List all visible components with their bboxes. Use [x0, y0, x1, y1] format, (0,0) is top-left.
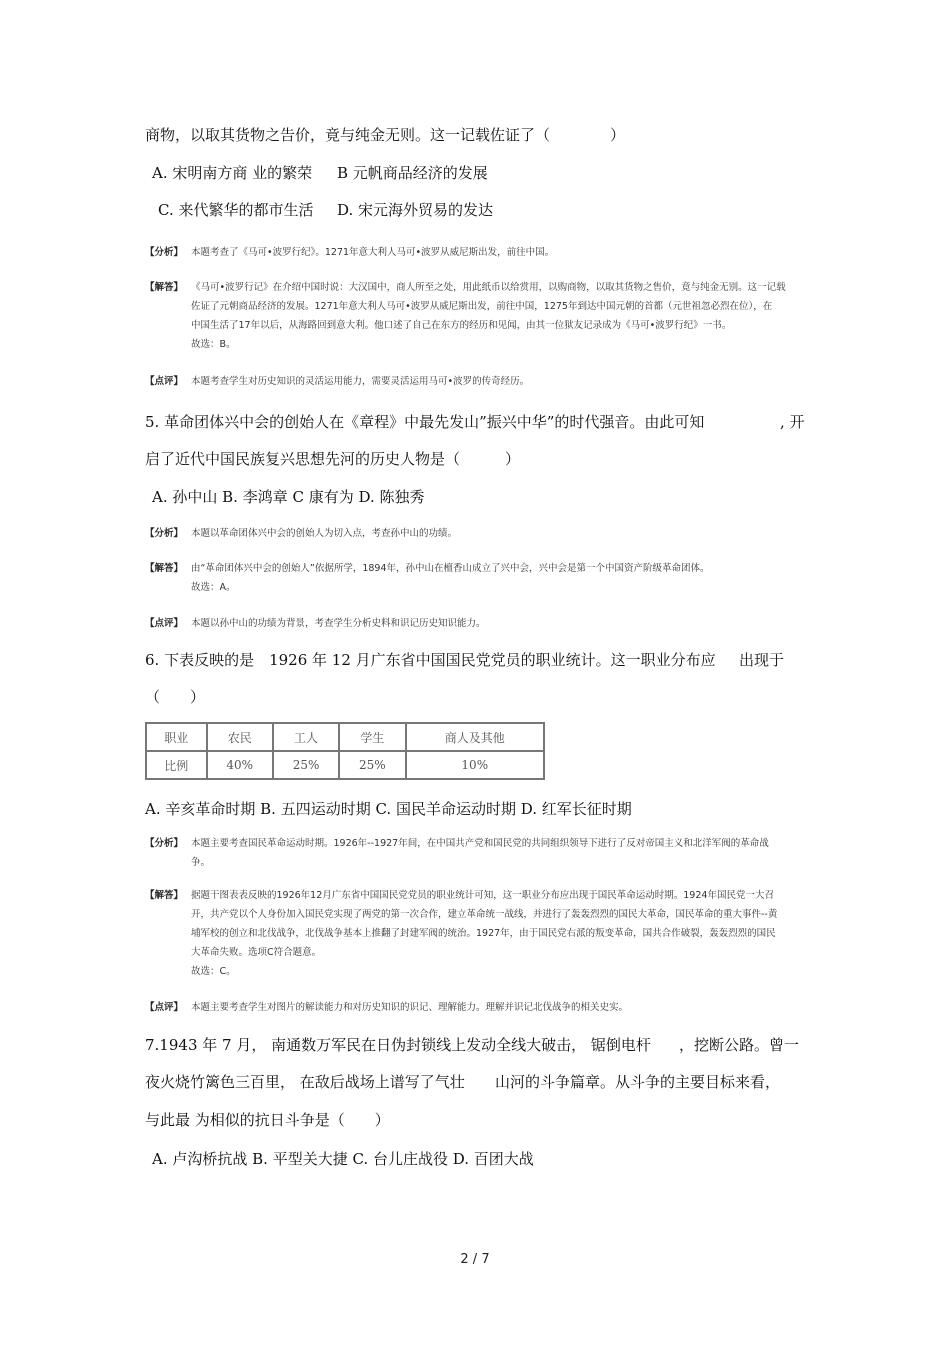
q4-option-b: B 元帆商品经济的发展: [337, 164, 488, 182]
answer-text: [191, 278, 851, 354]
analysis-text: [191, 834, 851, 872]
table-cell: 10%: [406, 751, 544, 779]
q7-stem-1b: ，挖断公路。曾一: [679, 1036, 800, 1054]
q7-stem-2: 夜火烧竹篱色三百里， 在敌后战场上谱写了气壮: [145, 1073, 465, 1091]
table-header-row: [146, 723, 544, 751]
comment-text: 本题以孙中山的功绩为背景，考查学生分析史料和识记历史知识能力。: [191, 618, 486, 629]
answer-line: 《马可•波罗行记》在介绍中国时说：大汉国中，商人所至之处，用此纸币以给赏用，以购商物，以取其货物之售价，竟与纯金无别。这一记载: [191, 282, 786, 293]
q7-options: A. 卢沟桥抗战 B. 平型关大捷 C. 台儿庄战役 D. 百团大战: [152, 1150, 534, 1168]
page-number: 2 / 7: [460, 1252, 490, 1267]
q4-option-d: D. 宋元海外贸易的发达: [337, 201, 494, 219]
q6-answer: [145, 886, 845, 977]
table-header-cell: 工人: [273, 723, 339, 751]
analysis-tag: 【分析】: [145, 247, 184, 258]
comment-tag: 【点评】: [145, 376, 184, 387]
q6-options: A. 辛亥革命时期 B. 五四运动时期 C. 国民羊命运动时期 D. 红军长征时期: [145, 800, 632, 818]
analysis-text: 本题以革命团体兴中会的创始人为切入点，考查孙中山的功绩。: [191, 528, 458, 539]
analysis-line: 本题主要考查国民革命运动时期。1926年--1927年间，在中国共产党和国民党的共同组织领导下进行了反对帝国主义和北洋军阀的革命战: [191, 838, 769, 849]
comment-tag: 【点评】: [145, 1002, 184, 1013]
q5-stem-2: 启了近代中国民族复兴思想先河的历史人物是（ ）: [145, 450, 521, 468]
q4-comment: [145, 372, 845, 391]
occupation-table: [145, 722, 547, 782]
answer-line: 由“革命团体兴中会的创始人”依据所学，1894年，孙中山在檀香山成立了兴中会，兴中会是第一个中国资产阶级革命团体。: [191, 563, 710, 574]
table-cell: 40%: [207, 751, 273, 779]
q6-stem-2: （ ）: [145, 688, 206, 706]
q4-option-c: C. 来代繁华的都市生活: [158, 201, 314, 219]
answer-line: 佐证了元朝商品经济的发展。1271年意大利人马可•波罗从威尼斯出发，前往中国，1275年到达中国元朝的首都（元世祖忽必烈在位），在: [191, 301, 773, 312]
answer-line: 据题干图表表反映的1926年12月广东省中国国民党党员的职业统计可知，这一职业分布应出现于国民革命运动时期。1924年国民党一大召: [191, 890, 774, 901]
analysis-tag: 【分析】: [145, 528, 184, 539]
q5-stem-1: 5. 革命团体兴中会的创始人在《章程》中最先发山”振兴中华”的时代强音。由此可知: [145, 413, 705, 431]
table-header-cell: 学生: [339, 723, 405, 751]
q6-stem-1b: 出现于: [739, 651, 785, 669]
answer-line: 开，共产党以个人身份加入国民党实现了两党的第一次合作，建立革命统一战线，并进行了轰轰烈烈的国民大革命，国民革命的重大事件--黄: [191, 909, 778, 920]
q5-answer: [145, 559, 845, 593]
q5-options: A. 孙中山 B. 李鸿章 C 康有为 D. 陈独秀: [152, 488, 425, 506]
q4-stem: 商物，以取其货物之告价，竟与纯金无则。这一记载佐证了（ ）: [145, 126, 626, 144]
q5-stem-1b: , 开: [780, 413, 805, 431]
table-row-label: 比例: [146, 751, 207, 779]
analysis-text: 本题考查了《马可•波罗行纪》。1271年意大利人马可•波罗从威尼斯出发，前往中国。: [191, 247, 555, 258]
answer-tag: 【解答】: [145, 282, 184, 293]
q6-stem-1: 6. 下表反映的是 1926 年 12 月广东省中国国民党党员的职业统计。这一职业分布应: [145, 651, 716, 669]
answer-line: 故选：A。: [191, 582, 236, 593]
q6-analysis: [145, 834, 845, 868]
q4-option-a: A. 宋明南方商 业的繁荣: [152, 164, 313, 182]
comment-tag: 【点评】: [145, 618, 184, 629]
answer-line: 埔军校的创立和北伐战争，北伐战争基本上推翻了封建军阀的统治。1927年，由于国民党右派的叛变革命，国共合作破裂，轰轰烈烈的国民: [191, 928, 776, 939]
q4-analysis: [145, 243, 845, 262]
answer-line: 中国生活了17年以后，从海路回到意大利。他口述了自己在东方的经历和见闻，由其一位狱友记录成为《马可•波罗行纪》一书。: [191, 320, 732, 331]
analysis-line: 争。: [191, 857, 211, 868]
answer-line: 大革命失败。选项C符合题意。: [191, 947, 322, 958]
analysis-tag: 【分析】: [145, 838, 184, 849]
q5-analysis: [145, 524, 845, 543]
table-row: [146, 751, 544, 779]
comment-text: 本题主要考查学生对图片的解读能力和对历史知识的识记、理解能力。理解并识记北伐战争的相关史实。: [191, 1002, 629, 1013]
answer-text: [191, 886, 851, 981]
table-header-cell: 商人及其他: [406, 723, 544, 751]
answer-tag: 【解答】: [145, 563, 184, 574]
q7-stem-2b: 山河的斗争篇章。从斗争的主要目标来看，: [495, 1073, 781, 1091]
q4-answer: [145, 278, 845, 350]
answer-text: [191, 559, 851, 597]
table-header-cell: 农民: [207, 723, 273, 751]
q7-stem-1: 7.1943 年 7 月， 南通数万军民在日伪封锁线上发动全线大破击， 锯倒电杆: [145, 1036, 651, 1054]
q5-comment: [145, 614, 845, 633]
answer-line: 故选：C。: [191, 966, 236, 977]
table-header-cell: 职业: [146, 723, 207, 751]
comment-text: 本题考查学生对历史知识的灵活运用能力，需要灵活运用马可•波罗的传奇经历。: [191, 376, 530, 387]
answer-line: 故选：B。: [191, 339, 236, 350]
answer-tag: 【解答】: [145, 890, 184, 901]
q7-stem-3: 与此最 为相似的抗日斗争是（ ）: [145, 1111, 390, 1129]
table-cell: 25%: [339, 751, 405, 779]
q6-comment: [145, 998, 845, 1017]
table-cell: 25%: [273, 751, 339, 779]
